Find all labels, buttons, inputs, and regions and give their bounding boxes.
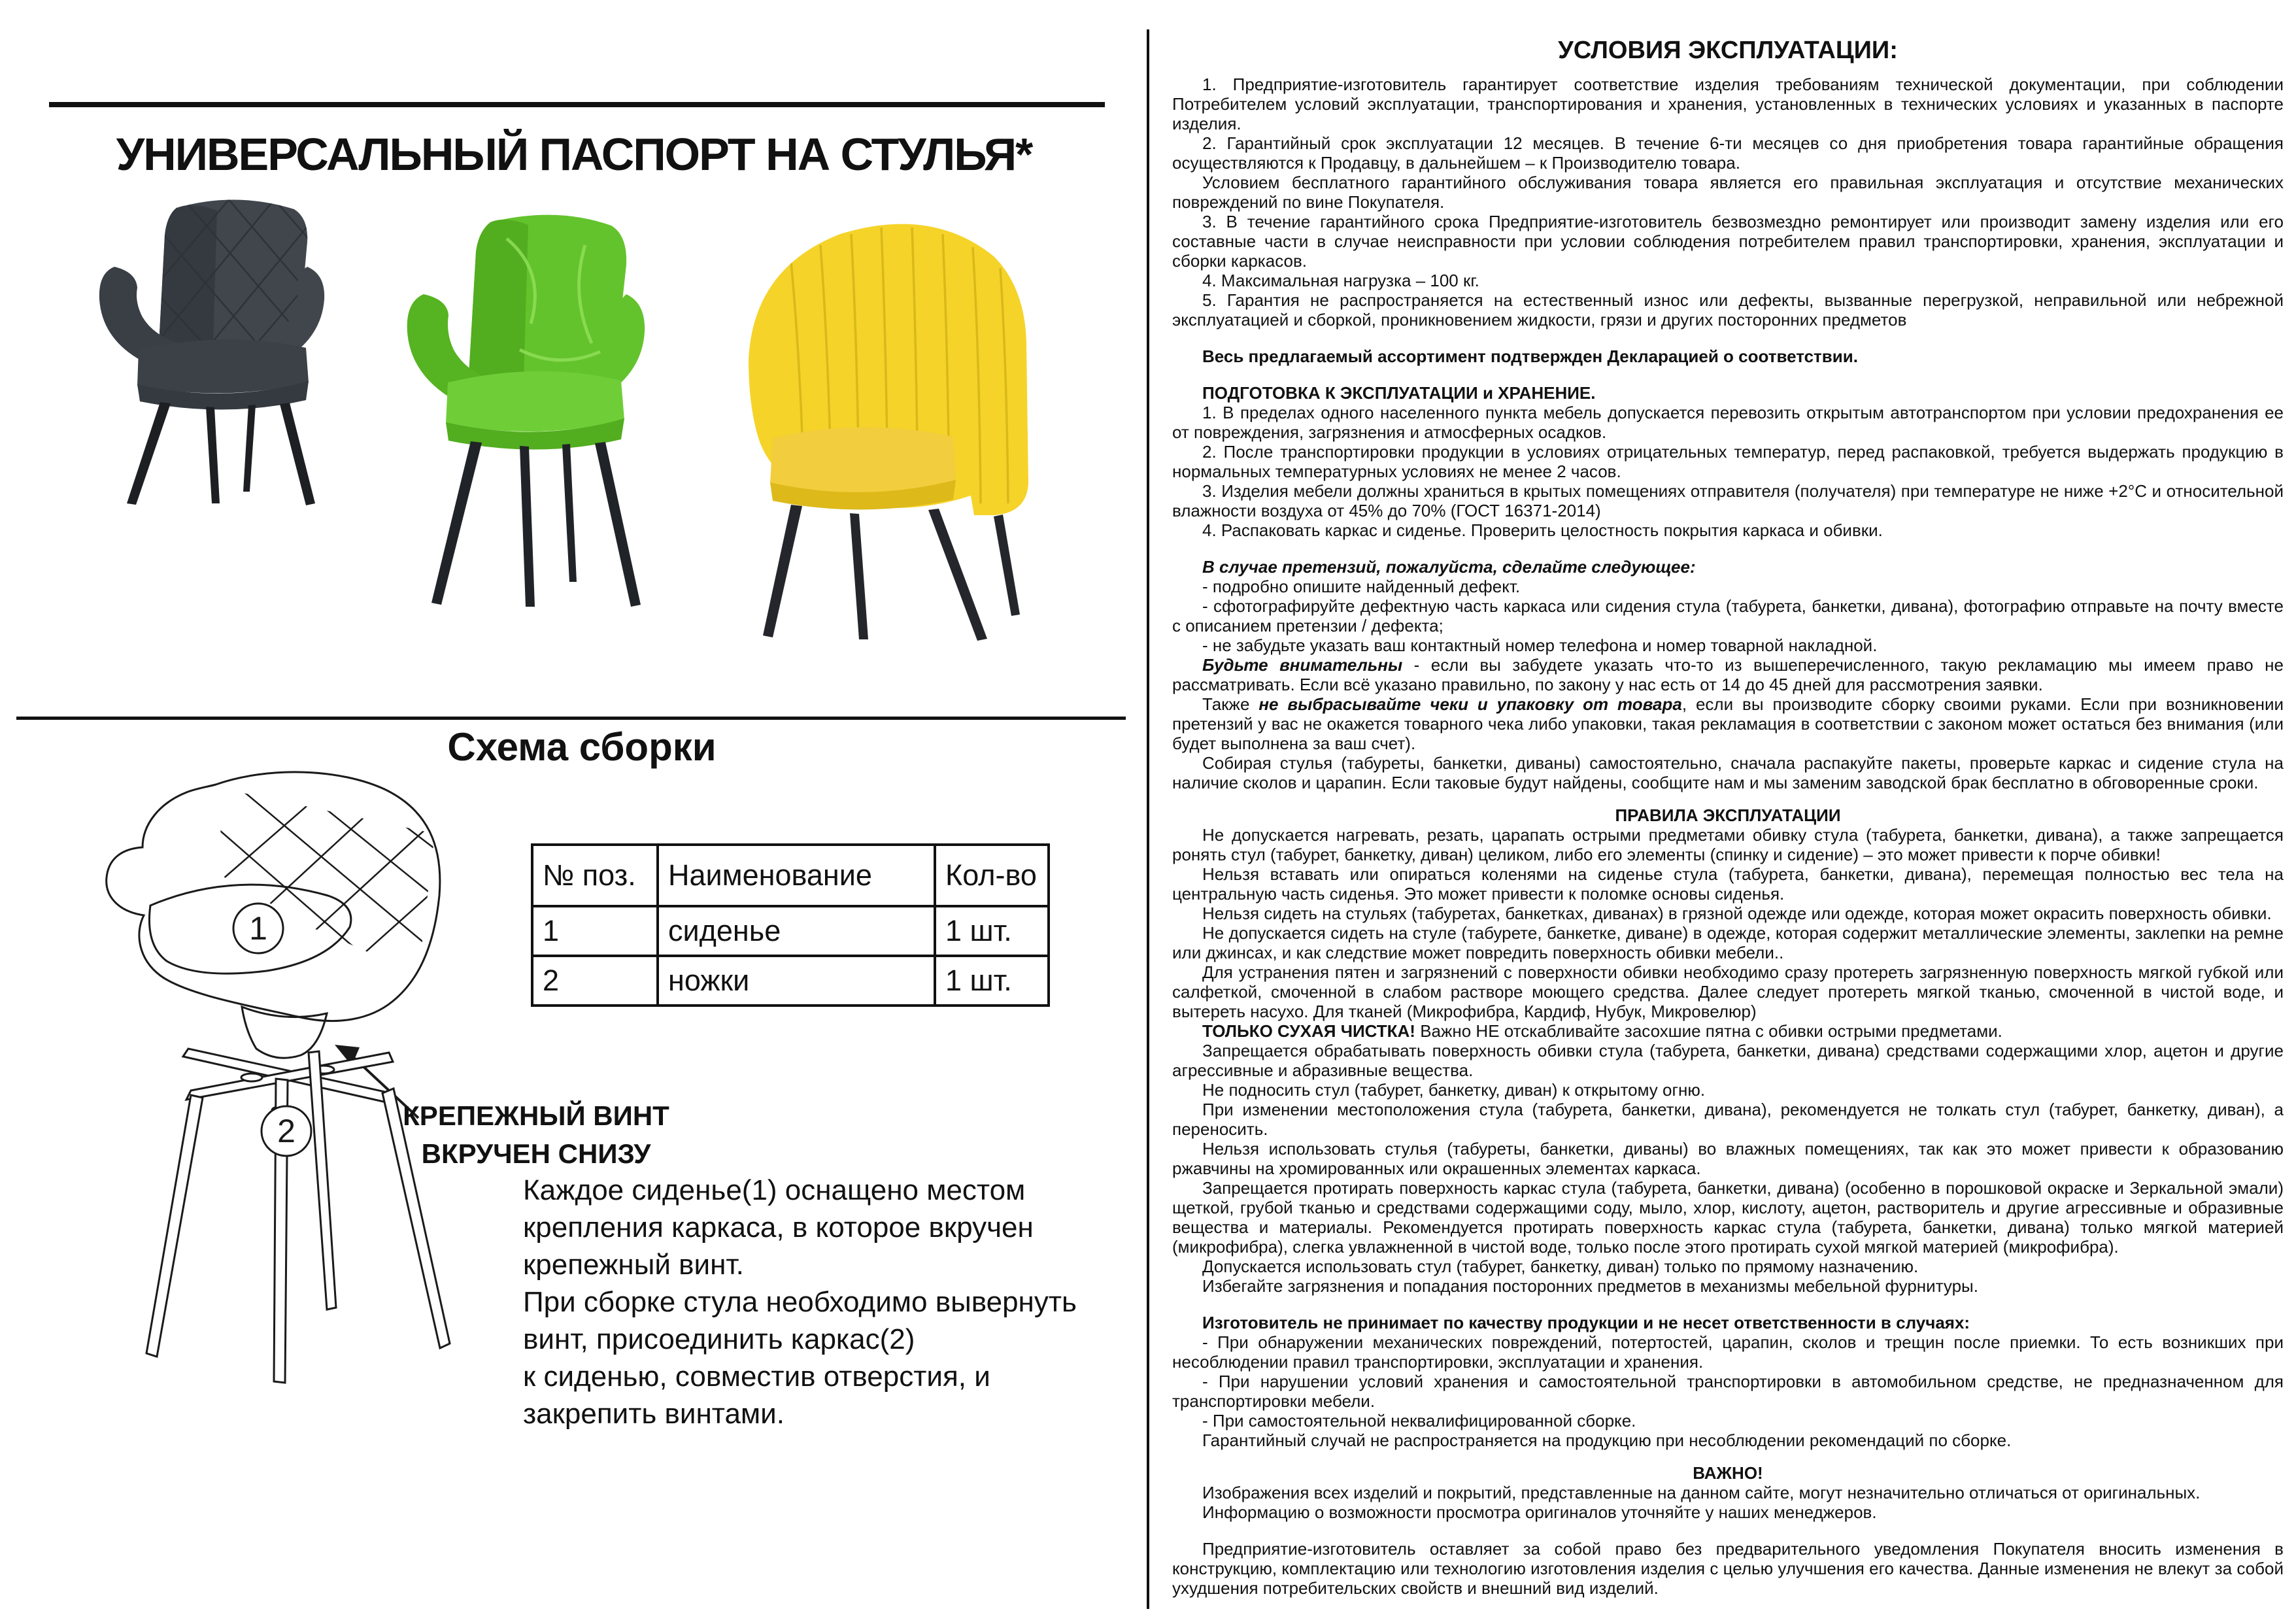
- chairs-photo: [59, 196, 1085, 654]
- screw-callout: [366, 1097, 706, 1173]
- text-segment: Запрещается обрабатывать поверхность обивки стула (табурета, банкетки, дивана) средствами содержащими хлор, ацетон и другие агрессивные и абразивные вещества.: [1172, 1041, 2284, 1080]
- text-segment: Изображения всех изделий и покрытий, представленные на данном сайте, могут незначительно отличаться от оригинальных.: [1202, 1483, 2201, 1502]
- text-segment: 5. Гарантия не распространяется на естественный износ или дефекты, вызванные перегрузкой, неправильной или небрежной эксплуатацией и сборкой, проникновением жидкости, грязи и других посторонних предметов: [1172, 290, 2284, 330]
- part-1-badge: [233, 904, 283, 953]
- text-segment: В случае претензий, пожалуйста, сделайте следующее:: [1202, 557, 1696, 577]
- paragraph: [1172, 1411, 2284, 1430]
- text-segment: - не забудьте указать ваш контактный номер телефона и номер товарной накладной.: [1202, 635, 1878, 655]
- chair-yellow-image: [749, 224, 1028, 641]
- text-segment: ПОДГОТОВКА К ЭКСПЛУАТАЦИИ и ХРАНЕНИЕ.: [1202, 383, 1596, 403]
- note-line: крепежный винт.: [523, 1249, 744, 1281]
- section-heading: [1172, 1463, 2284, 1483]
- paragraph: [1172, 753, 2284, 792]
- paragraph: [1172, 904, 2284, 923]
- text-segment: - При нарушении условий хранения и самостоятельной транспортировки в автомобильном средстве, не предназначенном для транспортировки мебели.: [1172, 1372, 2284, 1411]
- paragraph: [1172, 75, 2284, 133]
- text-segment: 3. Изделия мебели должны храниться в крытых помещениях отправителя (получателя) при температуре не ниже +2°С и относительной влажности воздуха от 45% до 70% (ГОСТ 16371-2014): [1172, 481, 2284, 520]
- text-segment: 2. Гарантийный срок эксплуатации 12 месяцев. В течение 6-ти месяцев со дня приобретения товара гарантийные обращения осуществляются к Продавцу, в дальнейшем – к Производителю товара.: [1172, 133, 2284, 173]
- svg-text:1: 1: [249, 910, 267, 947]
- text-segment: Также: [1202, 694, 1259, 714]
- text-segment: Не подносить стул (табурет, банкетку, диван) к открытому огню.: [1202, 1080, 1706, 1100]
- text-segment: Будьте внимательны: [1202, 655, 1403, 675]
- paragraph: [1172, 212, 2284, 271]
- paragraph: [1172, 1483, 2284, 1502]
- paragraph: [1172, 481, 2284, 520]
- chair-gray-image: [78, 196, 386, 505]
- note-line: винт, присоединить каркас(2): [523, 1323, 915, 1355]
- table-row: [532, 906, 1049, 956]
- note-line: При сборке стула необходимо вывернуть: [523, 1286, 1077, 1318]
- text-segment: ПРАВИЛА ЭКСПЛУАТАЦИИ: [1615, 805, 1841, 825]
- cell-position: 2: [532, 956, 658, 1006]
- cell-quantity: 1 шт.: [935, 956, 1049, 1006]
- text-segment: 4. Распаковать каркас и сиденье. Проверить целостность покрытия каркаса и обивки.: [1202, 520, 1883, 540]
- text-segment: При изменении местоположения стула (табурета, банкетки, дивана), рекомендуется не толкать стул (табурет, банкетку, диван), а переносить.: [1172, 1100, 2284, 1139]
- text-segment: - При обнаружении механических повреждений, потертостей, царапин, сколов и трещин после приемки. То есть возникших при несоблюдении правил транспортировки, эксплуатации и хранения.: [1172, 1332, 2284, 1372]
- paragraph: [1172, 825, 2284, 864]
- table-row: [532, 956, 1049, 1006]
- paragraph: [1172, 1139, 2284, 1178]
- text-segment: Нельзя вставать или опираться коленями на сиденье стула (табурета, банкетки, дивана), перемещая полностью вес тела на центральную часть сиденья. Это может привести к поломке основы сиденья.: [1172, 864, 2284, 904]
- paragraph: [1172, 923, 2284, 962]
- paragraph: [1172, 290, 2284, 330]
- text-segment: 2. После транспортировки продукции в условиях отрицательных температур, перед распаковкой, требуется выдержать продукцию в нормальных температурных условиях не менее 2 часов.: [1172, 442, 2284, 481]
- header-name: Наименование: [658, 845, 935, 906]
- paragraph: [1172, 403, 2284, 442]
- paragraph: [1172, 173, 2284, 212]
- part-2-badge: [262, 1106, 311, 1156]
- assembly-diagram: [26, 765, 543, 1419]
- text-segment: 1. В пределах одного населенного пункта мебель допускается перевозить открытым автотранспортом при условии предохранения ее от повреждения, загрязнения и атмосферных осадков.: [1172, 403, 2284, 442]
- chair-green-body: [407, 215, 645, 450]
- text-segment: не выбрасывайте чеки и упаковку от товара: [1258, 694, 1682, 714]
- paragraph: [1172, 1276, 2284, 1296]
- text-segment: , если вы производите сборку своими руками. Если при возникновении претензий у вас не окажется товарного чека либо упаковки, такая рекламация в соответствии с законом может остаться без внимания (или будет выполнена за ваш счет).: [1172, 694, 2284, 753]
- document-title: УНИВЕРСАЛЬНЫЙ ПАСПОРТ НА СТУЛЬЯ*: [116, 129, 1032, 180]
- text-segment: Собирая стулья (табуреты, банкетки, диваны) самостоятельно, сначала распакуйте пакеты, проверьте каркас и сидение стула на наличие сколов и царапин. Если таковые будут найдены, сообщите нам и мы заменим заводской брак бесплатно в обговоренные сроки.: [1172, 753, 2284, 792]
- paragraph: [1172, 694, 2284, 753]
- section-heading: [1172, 1313, 2284, 1332]
- paragraph: [1172, 133, 2284, 173]
- text-segment: Запрещается протирать поверхность каркас стула (табурета, банкетки, дивана) (особенно в порошковой окраске и Зеркальной эмали) щеткой, грубой тканью и средствами содержащими соду, мыло, хлор, кислоту, ацетон, растворитель и другие агрессивные и образивные вещества и материалы. Рекомендуется протирать поверхность каркас стула (табурета, банкетки, дивана) только мягкой материей (микрофибра), слегка увлажненной в чистой воде, только после этого протирать сухой мягкой материей (микрофибра).: [1172, 1178, 2284, 1257]
- cell-quantity: 1 шт.: [935, 906, 1049, 956]
- text-segment: Важно НЕ отскабливайте засохшие пятна с обивки острыми предметами.: [1415, 1021, 2002, 1041]
- assembly-note: [523, 1172, 1138, 1432]
- paragraph: [1172, 655, 2284, 694]
- text-segment: Информацию о возможности просмотра оригиналов уточняйте у наших менеджеров.: [1202, 1502, 1877, 1522]
- cell-position: 1: [532, 906, 658, 956]
- column-divider: [1147, 29, 1149, 1609]
- section-heading: [1172, 35, 2284, 65]
- text-segment: Нельзя сидеть на стульях (табуретах, банкетках, диванах) в грязной одежде или одежде, которая может окрасить поверхность обивки.: [1202, 904, 2272, 923]
- note-line: Каждое сиденье(1) оснащено местом: [523, 1174, 1026, 1206]
- note-line: крепления каркаса, в которое вкручен: [523, 1211, 1034, 1243]
- text-segment: ТОЛЬКО СУХАЯ ЧИСТКА!: [1202, 1021, 1415, 1041]
- text-segment: Гарантийный случай не распространяется на продукцию при несоблюдении рекомендаций по сборке.: [1202, 1430, 2012, 1450]
- paragraph: [1172, 271, 2284, 290]
- text-segment: Избегайте загрязнения и попадания посторонних предметов в механизмы мебельной фурнитуры.: [1202, 1276, 1978, 1296]
- text-segment: Не допускается сидеть на стуле (табурете, банкетке, диване) в одежде, которая содержит металлические элементы, заклепки на ремне или джинсах, и как следствие может повредить поверхность обивки мебели..: [1172, 923, 2284, 962]
- paragraph: [1172, 520, 2284, 540]
- header-quantity: Кол-во: [935, 845, 1049, 906]
- text-segment: 3. В течение гарантийного срока Предприятие-изготовитель безвозмездно ремонтирует или производит замену изделия или его составные части в случае неисправности при условии соблюдения потребителем правил транспортировки, хранения, эксплуатации и сборки каркасов.: [1172, 212, 2284, 271]
- paragraph: [1172, 1178, 2284, 1257]
- cell-name: сиденье: [658, 906, 935, 956]
- parts-table: [531, 843, 1050, 1007]
- paragraph: [1172, 1430, 2284, 1450]
- text-segment: Для устранения пятен и загрязнений с поверхности обивки необходимо сразу протереть загрязненную поверхность мягкой губкой или салфеткой, смоченной в слабом растворе моющего средства. Далее следует протереть мягкой тканью, смоченной в чистой воде, и вытереть насухо. Для тканей (Микрофибра, Кардиф, Нубук, Микровелюр): [1172, 962, 2284, 1021]
- paragraph: [1172, 635, 2284, 655]
- text-segment: Предприятие-изготовитель оставляет за собой право без предварительного уведомления Покупателя вносить изменения в конструкцию, комплектацию или технологию изготовления изделия с целью улучшения его качества. Данные изменения не влекут за собой ухудшения потребительских свойств и внешний вид изделий.: [1172, 1539, 2284, 1598]
- text-segment: 4. Максимальная нагрузка – 100 кг.: [1202, 271, 1479, 290]
- text-segment: - если вы забудете указать что-то из вышеперечисленного, такую рекламацию мы имеем право не рассматривать. Если всё указано правильно, по закону у нас есть от 14 до 45 дней для рассмотрения заявки.: [1172, 655, 2284, 694]
- chair-yellow-legs: [763, 505, 1020, 641]
- paragraph: [1172, 1080, 2284, 1100]
- cell-name: ножки: [658, 956, 935, 1006]
- svg-text:2: 2: [277, 1113, 295, 1149]
- table-header-row: [532, 845, 1049, 906]
- chair-gray-body: [78, 196, 386, 410]
- paragraph: [1172, 1021, 2284, 1041]
- paragraph: [1172, 1539, 2284, 1598]
- text-segment: Допускается использовать стул (табурет, банкетку, диван) только по прямому назначению.: [1202, 1257, 1919, 1276]
- paragraph: [1172, 442, 2284, 481]
- paragraph: [1172, 577, 2284, 596]
- text-segment: Нельзя использовать стулья (табуреты, банкетки, диваны) во влажных помещениях, так как это может привести к образованию ржавчины на хромированных или окрашенных элементах каркаса.: [1172, 1139, 2284, 1178]
- text-segment: Весь предлагаемый ассортимент подтвержден Декларацией о соответствии.: [1202, 347, 1858, 366]
- paragraph: [1172, 1041, 2284, 1080]
- paragraph: [1172, 1502, 2284, 1522]
- middle-horizontal-rule: [16, 717, 1126, 720]
- text-segment: УСЛОВИЯ ЭКСПЛУАТАЦИИ:: [1558, 37, 1898, 64]
- text-segment: - сфотографируйте дефектную часть каркаса или сидения стула (табурета, банкетки, дивана), фотографию отправьте на почту вместе с описанием претензии / дефекта;: [1172, 596, 2284, 635]
- text-segment: Не допускается нагревать, резать, царапать острыми предметами обивку стула (табурета, банкетки, дивана), а также запрещается ронять стул (табурет, банкетку, диван) целиком, либо его элементы (спинку и сидение) – это может привести к порче обивки!: [1172, 825, 2284, 864]
- diagram-seat-shell: [107, 772, 440, 1021]
- paragraph: [1172, 864, 2284, 904]
- text-segment: ВАЖНО!: [1693, 1463, 1763, 1483]
- section-heading: [1172, 347, 2284, 366]
- section-heading: [1172, 805, 2284, 825]
- chair-green-image: [407, 215, 645, 607]
- screw-callout-line2: ВКРУЧЕН СНИЗУ: [421, 1138, 651, 1169]
- paragraph: [1172, 1372, 2284, 1411]
- top-horizontal-rule: [49, 102, 1105, 107]
- text-segment: - При самостоятельной неквалифицированной сборке.: [1202, 1411, 1636, 1430]
- chair-yellow-body: [749, 224, 1028, 515]
- screw-callout-line1: КРЕПЕЖНЫЙ ВИНТ: [403, 1100, 669, 1131]
- chair-gray-legs: [127, 402, 315, 505]
- text-segment: 1. Предприятие-изготовитель гарантирует соответствие изделия требованиям технической документации, при соблюдении Потребителем условий эксплуатации, транспортирования и хранения, установленных в технических условиях и указанных в паспорте изделия.: [1172, 75, 2284, 133]
- paragraph: [1172, 1100, 2284, 1139]
- note-line: к сиденью, совместив отверстия, и: [523, 1361, 990, 1393]
- paragraph: [1172, 1332, 2284, 1372]
- note-line: закрепить винтами.: [523, 1398, 785, 1430]
- section-heading: [1172, 383, 2284, 403]
- paragraph: [1172, 596, 2284, 635]
- chair-green-legs: [431, 441, 641, 607]
- text-segment: Изготовитель не принимает по качеству продукции и не несет ответственности в случаях:: [1202, 1313, 1970, 1332]
- header-position: № поз.: [532, 845, 658, 906]
- paragraph: [1172, 1257, 2284, 1276]
- text-segment: Условием бесплатного гарантийного обслуживания товара является его правильная эксплуатация и отсутствие механических повреждений по вине Покупателя.: [1172, 173, 2284, 212]
- terms-text-column: [1172, 35, 2284, 1598]
- section-heading: [1172, 557, 2284, 577]
- assembly-section-title: Схема сборки: [447, 725, 717, 769]
- paragraph: [1172, 962, 2284, 1021]
- text-segment: - подробно опишите найденный дефект.: [1202, 577, 1521, 596]
